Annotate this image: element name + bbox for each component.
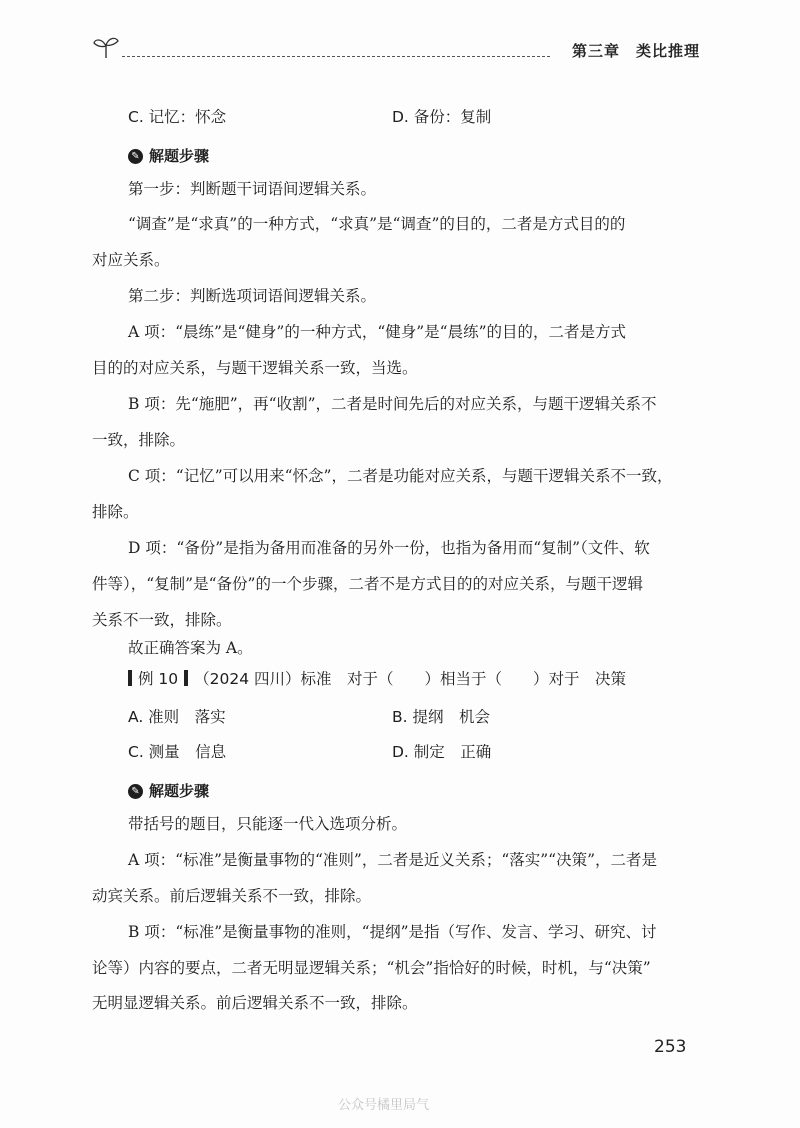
chapter-topic: 类比推理 — [635, 42, 700, 60]
options-row — [128, 741, 692, 763]
previous-options-row — [128, 106, 692, 128]
solution-line: A 项：“标准”是衡量事物的“准则”，二者是近义关系；“落实”“决策”，二者是 — [128, 851, 658, 869]
solution-line: 论等）内容的要点，二者无明显逻辑关系；“机会”指恰好的时候，时机，与“决策” — [92, 959, 651, 977]
solution-line: 排除。 — [92, 503, 139, 521]
page-number: 253 — [654, 1037, 687, 1057]
solution-line: 目的的对应关系，与题干逻辑关系一致，当选。 — [92, 359, 418, 377]
option-d: D. 制定 正确 — [392, 743, 492, 761]
option-d: D. 备份：复制 — [392, 108, 492, 126]
watermark: 公众号橘里局气 — [338, 1098, 430, 1113]
solution-line: “调查”是“求真”的一种方式，“求真”是“调查”的目的，二者是方式目的的 — [128, 215, 626, 233]
option-a: A. 准则 落实 — [128, 708, 226, 726]
pencil-icon: ✎ — [128, 784, 143, 799]
option-c: C. 记忆：怀念 — [128, 108, 227, 126]
chapter-number: 第三章 — [571, 42, 620, 60]
solution-line: C 项：“记忆”可以用来“怀念”，二者是功能对应关系，与题干逻辑关系不一致， — [128, 467, 673, 485]
solution-line: 第一步：判断题干词语间逻辑关系。 — [128, 180, 377, 198]
answer-line: 故正确答案为 A。 — [128, 639, 253, 657]
header-divider — [122, 56, 550, 57]
solution-line: 第二步：判断选项词语间逻辑关系。 — [128, 287, 377, 305]
option-c: C. 测量 信息 — [128, 743, 227, 761]
solution-line: B 项：先“施肥”，再“收割”，二者是时间先后的对应关系，与题干逻辑关系不 — [128, 395, 657, 413]
solution-line: 无明显逻辑关系。前后逻辑关系不一致，排除。 — [92, 994, 418, 1012]
solution-line: 关系不一致，排除。 — [92, 611, 232, 629]
example-marker-right — [184, 670, 188, 686]
pencil-icon: ✎ — [128, 149, 143, 164]
solution-line: 件等），“复制”是“备份”的一个步骤，二者不是方式目的的对应关系，与题干逻辑 — [92, 575, 643, 593]
solution-heading — [128, 145, 209, 167]
running-header — [92, 36, 700, 64]
chapter-title — [572, 40, 700, 61]
options-row — [128, 706, 692, 728]
example-label: 例 10 — [138, 670, 179, 688]
solution-heading — [128, 780, 209, 802]
example-question-text: （2024 四川）标准 对于（ ）相当于（ ）对于 决策 — [194, 670, 627, 688]
solution-line: D 项：“备份”是指为备用而准备的另外一份，也指为备用而“复制”（文件、软 — [128, 539, 650, 557]
example-marker-left — [128, 670, 132, 686]
solution-heading-text: 解题步骤 — [149, 147, 210, 165]
option-b: B. 提纲 机会 — [392, 708, 490, 726]
solution-heading-text: 解题步骤 — [149, 782, 210, 800]
solution-line: 对应关系。 — [92, 251, 170, 269]
solution-line: 一致，排除。 — [92, 431, 186, 449]
solution-line: B 项：“标准”是衡量事物的准则，“提纲”是指（写作、发言、学习、研究、讨 — [128, 923, 657, 941]
solution-line: 带括号的题目，只能逐一代入选项分析。 — [128, 815, 408, 833]
solution-line: 动宾关系。前后逻辑关系不一致，排除。 — [92, 887, 372, 905]
example-question — [128, 668, 692, 690]
sprout-icon — [92, 34, 120, 60]
solution-line: A 项：“晨练”是“健身”的一种方式，“健身”是“晨练”的目的，二者是方式 — [128, 323, 627, 341]
